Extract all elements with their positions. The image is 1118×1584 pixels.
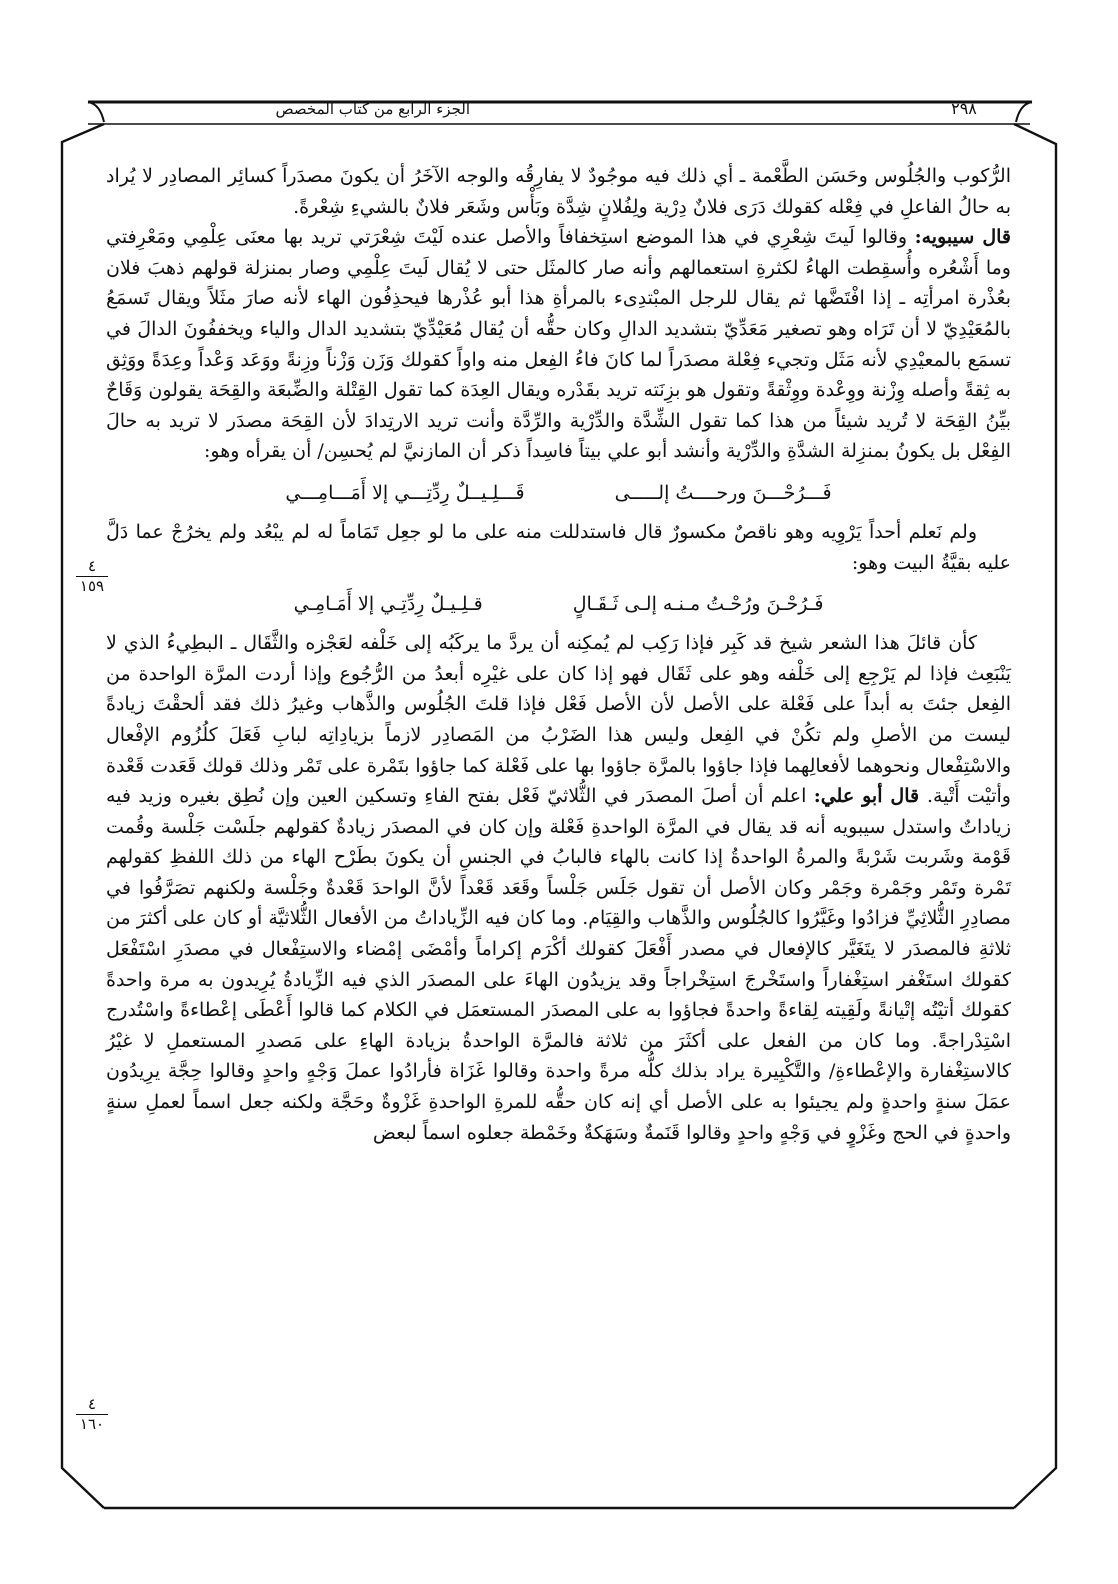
paragraph xyxy=(106,517,1011,578)
paragraph xyxy=(106,222,1011,467)
margin-volume: ٤ xyxy=(87,1395,97,1413)
speaker-label: قال أبو علي: xyxy=(813,785,927,808)
speaker-label: قال سيبويه: xyxy=(914,226,1011,249)
margin-page: ١٦٠ xyxy=(79,1415,105,1433)
paragraph xyxy=(106,628,1011,1148)
verse-hemistich-second: قَـــلِـيــلٌ رِدِّتِـــي إلا أَمَـــامِـــي xyxy=(285,481,525,504)
paragraph-text: اعلم أن أصلَ المصدَر في الثُّلاثيّ فَعْل بفتح الفاءِ وتسكين العين وإن نُطِق بغيره وزيد فيه زياداتٌ واستدل سيبويه أنه قد يقال في المرَّة الواحدةِ فَعْلة وإن كان في المصدَر زيادةٌ كقولهم جلَسْت جَلْسة وقُمت قَوْمة وشَربت شَرْبةً والمرةُ الواحدةُ إذا كانت بالهاء فالبابُ في الجنسِ أن يكونَ بطَرْح الهاء من ذلك اللفظِ كقولهم تَمْرة وتَمْر وجَمْرة وجَمْر وكان الأصل أن تقول جَلَس جَلْساً وقَعَد قَعْداً لأنَّ الواحدَ قَعْدةٌ وجَلْسة ولكنهم تصَرَّفُوا في مصادِرِ الثُّلاثِيِّ فزادُوا وغَيَّرُوا كالجُلُوس والذَّهاب والقِيَام. وما كان فيه الزِّياداتُ من الأفعال الثُّلاثيَّة أو كان على أكثرَ من ثلاثةِ فالمصدَر لا يتَغَيَّر كالإفعال في مصدر أَفْعَلَ كقولك أكْرَم إكراماً وأمْضَى إمْضاء والاستِفْعال في مصدَرِ اسْتَفْعَل كقولك استَغْفر استِغْفاراً واستَخْرجَ استِخْراجاً وقد يزيدُون الهاءَ على المصدَر الذي فيه الزِّيادةُ يُرِيدون به مرة واحدةً كقولك أتيْتُه إتْيانةً ولَقِيته لِقاءةً واحدةً فجاؤوا به على المصدَر المستعمَل في الكلام كما قالوا أَعْطَى إعْطاءةً واسْتُدرج اسْتِدْراجةً. وما كان من الفعل على أكثَرَ من ثلاثة فالمرَّة الواحدةُ بزيادة الهاءِ على مَصدرِ المستعملِ لا غيْرُ كالاستِغْفارة والإعْطاءةِ/ والتَّكْبِيرة يراد بذلك كلُّه مرةً واحدة وقالوا غَزَاة فأرادُوا عملَ وَجْهٍ واحدٍ وقالوا حِجَّة يرِيدُون عمَلَ سنةٍ واحدةٍ ولم يجيئوا به على الأصل أي إنه كان حقُّه للمرةِ الواحدةِ غَزْوةٌ وحَجَّة ولكنه جعل اسماً لعملِ سنةٍ واحدةٍ في الحج وغَزْوٍ في وَجْهٍ واحدٍ وقالوا قَنَمةٌ وسَهَكةٌ وخَمْطة جعلوه اسماً لبعض xyxy=(106,785,1011,1144)
paragraph xyxy=(106,161,1011,222)
paragraph-text: وقالوا لَيتَ شِعْرِي في هذا الموضع استِخفافاً والأصل عنده لَيْتَ شِعْرَتي تريد بها معنَى عِلْمِي ومَعْرِفتي وما أَشْعُره وأُسقِطت الهاءُ لكثرةِ استعمالهم وأنه صار كالمثَل حتى لا يُقال لَيتَ عِلْمِي وصار بمنزلة قولهم ذهبَ فلان بعُذْرة امرأتِه ـ إذا افْتَضَّها ثم يقال للرجل المبْتدِىء بالمرأةِ هذا أبو عُذْرها فيحذِفُون الهاء لأنه صارَ مثَلاً ويقال تَسمَعُ بالمُعَيْدِيّ لا أن تَرَاه وهو تصغير مَعَدِّيّ بتشديد الدالِ وكان حقُّه أن يُقال مُعَيْدِّيّ بتشديد الدال والياء ويخففُونَ الدالَ في تسمَع بالمعيْدِي لأنه مَثَل وتجيء فِعْلة مصدَراً لما كانَ فاءُ الفِعل منه واواً كقولك وَزَن وَزْناً وزِنةً ووَعَد وَعْداً وعِدَةً ووَثِق به ثِقةً وأصله وِزْنة ووِعْدة ووِثْقةً وتقول هو بزِنَته تريد بقَدْره ويقال العِدَة كما تقول القِتْلة والضِّبعَة والقِحَة يقولون وَقَاحٌ بيِّنُ القِحَة لا تُريد شيئاً من هذا كما تقول الشِّدَّة والدِّرْية والرِّدَّة وأنت تريد الارتِدادَ لأن القِحَة مصدَر لا تريد به حالَ الفِعْل بل يكونُ بمنزِلة الشدَّةِ والدِّرْية وأنشد أبو علي بيتاً فاسِداً ذكر أن المازنيَّ لم يُحسِن/ أن يقرأه وهو: xyxy=(106,226,1011,463)
running-header-title: الجزء الرابع من كتاب المخصص xyxy=(275,100,470,118)
paragraph-text: ولم نَعلم أحداً يَرْوِيه وهو ناقصٌ مكسورٌ قال فاستدللت منه على ما لو جعِل تَمَاماً له لم يبْعُد ولم يخرُجْ عما دَلَّ عليه بقيَّةُ البيت وهو: xyxy=(106,520,1011,574)
verse-hemistich-first: فَـــرُحْـــنَ ورحــــتُ إلـــــى xyxy=(614,481,832,504)
page-number: ٢٩٨ xyxy=(951,99,977,118)
margin-reference-2 xyxy=(70,1396,114,1433)
margin-volume: ٤ xyxy=(87,557,97,575)
verse-line xyxy=(106,586,1011,622)
page-body xyxy=(106,161,1011,1148)
verse-hemistich-second: قـلِـيـلٌ رِدِّتِـي إلا أَمَـامِـي xyxy=(293,593,483,616)
paragraph-text: كأن قائلَ هذا الشعر شيخ قد كَبِر فإذا رَكِب لم يُمكِنه أن يردَّ ما يركَبُه إلى خَلْفه لعَجْزه والثَّقَال ـ البطِيءُ الذي لا يَنْبَعِث فإذا لم يَرْجِع إلى خَلْفه وهو على ثَقَال فهو إذا كان على غيْرِه أبعدُ من الرُّجُوع وإذا أردت المرَّة الواحدة من الفِعل جئتَ به أبداً على فَعْلة على الأصل لأن الأصل فَعْل فإذا قلتَ الجُلُوس والذَّهاب وغيرُ ذلك فقد ألحقْتَ زيادةً ليست من الأصلِ ولم تكُنْ في الفِعل وليس هذا الضَرْبُ من المَصادِر لازماً بزيادِاتِه لبابِ فَعَلَ كلُزُوم الإفْعال والاسْتِفْعال ونحوهما لأفعالِهما فإذا جاؤوا بالمرَّة جاؤوا بها على فَعْلة كما جاؤوا بتَمْرة على تَمْر وذلك قولك قَعَدت قَعْدة وأتيْت أَتْية. xyxy=(106,632,1012,808)
verse-hemistich-first: فَـرُحْـنَ ورُحْـتُ مـنـه إلـى ثَـقَـالٍ xyxy=(572,593,824,616)
paragraph-text: الرُّكوب والجُلُوس وحَسَن الطَّعْمة ـ أي ذلك فيه موجُودٌ لا يفارِقُه والوجه الآخَرُ أن يكونَ مصدَراً كسائِر المصادِر لا يُراد به حالُ الفاعلِ في فِعْله كقولك دَرَى فلانٌ دِرْية ولِفُلانٍ شِدَّة وبَأْس وشَعَر فلانٌ بالشيءِ شِعْرةً. xyxy=(106,165,1011,218)
margin-page: ١٥٩ xyxy=(79,577,105,595)
verse-line xyxy=(106,475,1011,511)
